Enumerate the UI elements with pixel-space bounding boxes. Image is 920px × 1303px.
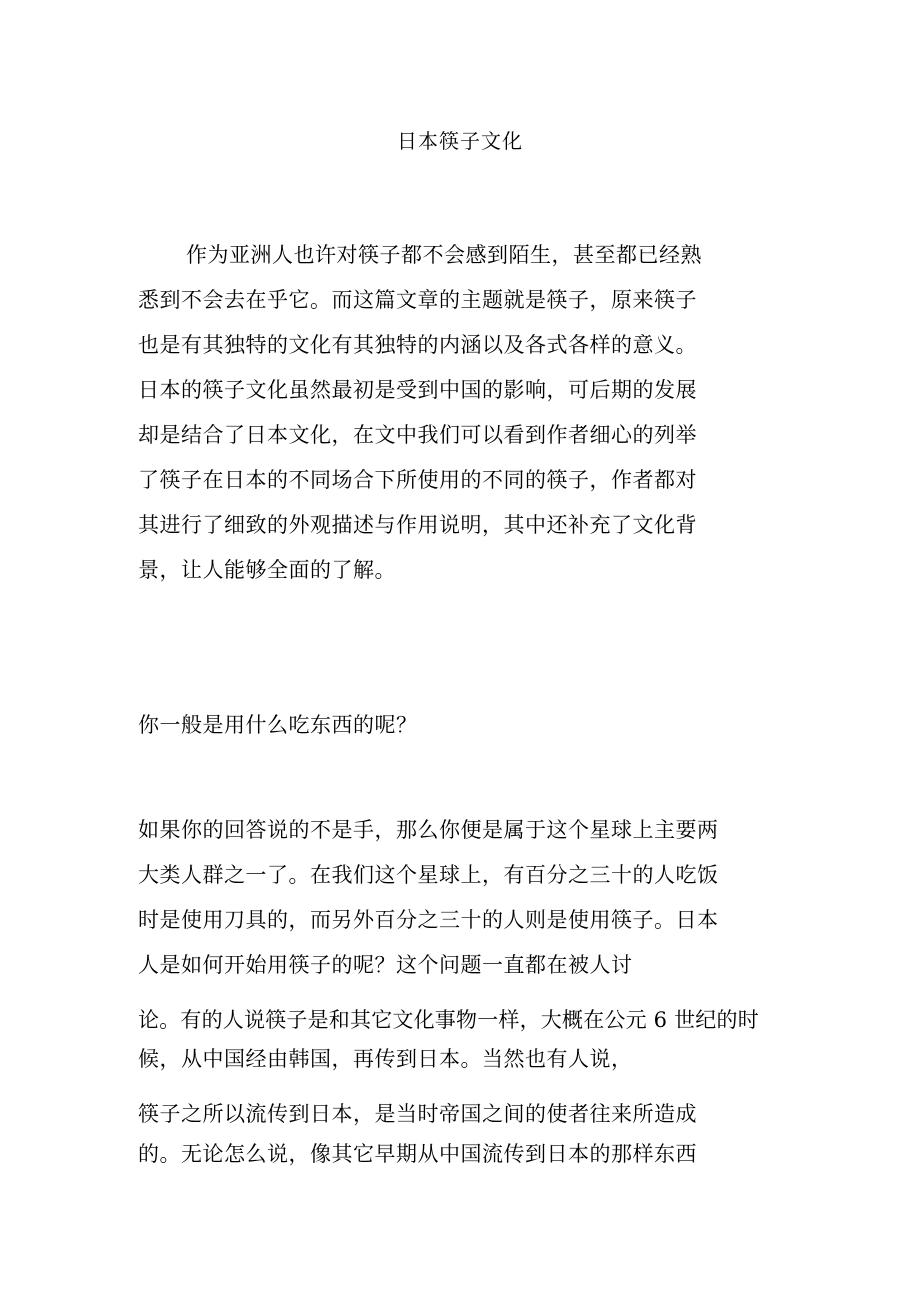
body-line: 时是使用刀具的，而另外百分之三十的人则是使用筷子。日本 — [138, 908, 719, 932]
body-line: 如果你的回答说的不是手，那么你便是属于这个星球上主要两 — [138, 818, 719, 842]
document-title: 日本筷子文化 — [397, 129, 523, 153]
body-line: 候，从中国经由韩国，再传到日本。当然也有人说， — [138, 1047, 633, 1071]
body-line: 大类人群之一了。在我们这个星球上，有百分之三十的人吃饭 — [138, 863, 719, 887]
body-line: 筷子之所以流传到日本，是当时帝国之间的使者往来所造成 — [138, 1102, 697, 1126]
intro-line: 也是有其独特的文化有其独特的内涵以及各式各样的意义。 — [138, 333, 697, 357]
intro-line: 其进行了细致的外观描述与作用说明，其中还补充了文化背 — [138, 513, 697, 537]
intro-line: 悉到不会去在乎它。而这篇文章的主题就是筷子，原来筷子 — [138, 288, 697, 312]
intro-line: 日本的筷子文化虽然最初是受到中国的影响，可后期的发展 — [138, 378, 697, 402]
body-line: 论。有的人说筷子是和其它文化事物一样，大概在公元 6 世纪的时 — [138, 1008, 759, 1032]
intro-line: 却是结合了日本文化，在文中我们可以看到作者细心的列举 — [138, 423, 697, 447]
question-line: 你一般是用什么吃东西的呢？ — [138, 713, 418, 737]
intro-line: 了筷子在日本的不同场合下所使用的不同的筷子，作者都对 — [138, 468, 697, 492]
body-line: 人是如何开始用筷子的呢？这个问题一直都在被人讨 — [138, 953, 633, 977]
body-line: 的。无论怎么说，像其它早期从中国流传到日本的那样东西 — [138, 1142, 697, 1166]
intro-line: 作为亚洲人也许对筷子都不会感到陌生，甚至都已经熟 — [186, 243, 702, 267]
intro-line: 景，让人能够全面的了解。 — [138, 558, 396, 582]
